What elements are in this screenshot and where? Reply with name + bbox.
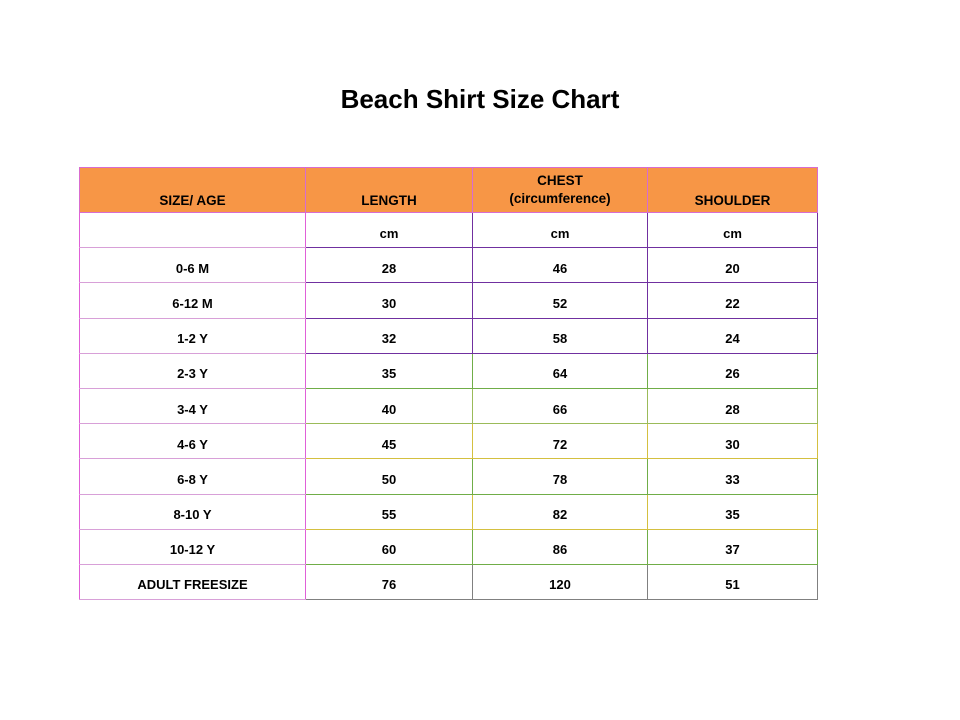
size-cell: 8-10 Y [80, 494, 306, 529]
chest-cell: 82 [473, 494, 648, 529]
shoulder-cell: 30 [648, 424, 818, 459]
size-cell: ADULT FREESIZE [80, 564, 306, 599]
table-row [80, 353, 818, 388]
shoulder-cell: 22 [648, 283, 818, 318]
header-length: LENGTH [306, 168, 473, 213]
header-size-age: SIZE/ AGE [80, 168, 306, 213]
shoulder-cell: 28 [648, 388, 818, 423]
table-row [80, 283, 818, 318]
chest-cell: 52 [473, 283, 648, 318]
length-cell: 28 [306, 248, 473, 283]
size-chart-table [79, 167, 818, 600]
table-row [80, 494, 818, 529]
length-cell: 60 [306, 529, 473, 564]
table-row [80, 248, 818, 283]
unit-length: cm [306, 213, 473, 248]
length-cell: 35 [306, 353, 473, 388]
length-cell: 30 [306, 283, 473, 318]
header-shoulder: SHOULDER [648, 168, 818, 213]
table-row [80, 459, 818, 494]
shoulder-cell: 35 [648, 494, 818, 529]
unit-chest: cm [473, 213, 648, 248]
table-row [80, 564, 818, 599]
size-cell: 10-12 Y [80, 529, 306, 564]
size-cell: 0-6 M [80, 248, 306, 283]
length-cell: 32 [306, 318, 473, 353]
shoulder-cell: 33 [648, 459, 818, 494]
unit-shoulder: cm [648, 213, 818, 248]
header-row [80, 168, 818, 213]
header-chest-label: CHEST [537, 173, 583, 188]
size-cell: 3-4 Y [80, 388, 306, 423]
chest-cell: 66 [473, 388, 648, 423]
shoulder-cell: 20 [648, 248, 818, 283]
units-row [80, 213, 818, 248]
chest-cell: 46 [473, 248, 648, 283]
length-cell: 76 [306, 564, 473, 599]
length-cell: 45 [306, 424, 473, 459]
length-cell: 50 [306, 459, 473, 494]
shoulder-cell: 26 [648, 353, 818, 388]
table-row [80, 388, 818, 423]
length-cell: 55 [306, 494, 473, 529]
page-title: Beach Shirt Size Chart [340, 84, 620, 114]
size-cell: 6-12 M [80, 283, 306, 318]
chest-cell: 120 [473, 564, 648, 599]
chest-cell: 64 [473, 353, 648, 388]
header-chest-sublabel: (circumference) [509, 191, 611, 206]
chest-cell: 86 [473, 529, 648, 564]
length-cell: 40 [306, 388, 473, 423]
chest-cell: 58 [473, 318, 648, 353]
size-cell: 1-2 Y [80, 318, 306, 353]
size-cell: 6-8 Y [80, 459, 306, 494]
size-cell: 4-6 Y [80, 424, 306, 459]
shoulder-cell: 51 [648, 564, 818, 599]
size-cell: 2-3 Y [80, 353, 306, 388]
unit-size-age [80, 213, 306, 248]
table-row [80, 424, 818, 459]
shoulder-cell: 24 [648, 318, 818, 353]
chest-cell: 78 [473, 459, 648, 494]
chest-cell: 72 [473, 424, 648, 459]
header-chest [473, 168, 648, 213]
shoulder-cell: 37 [648, 529, 818, 564]
table-row [80, 318, 818, 353]
table-row [80, 529, 818, 564]
